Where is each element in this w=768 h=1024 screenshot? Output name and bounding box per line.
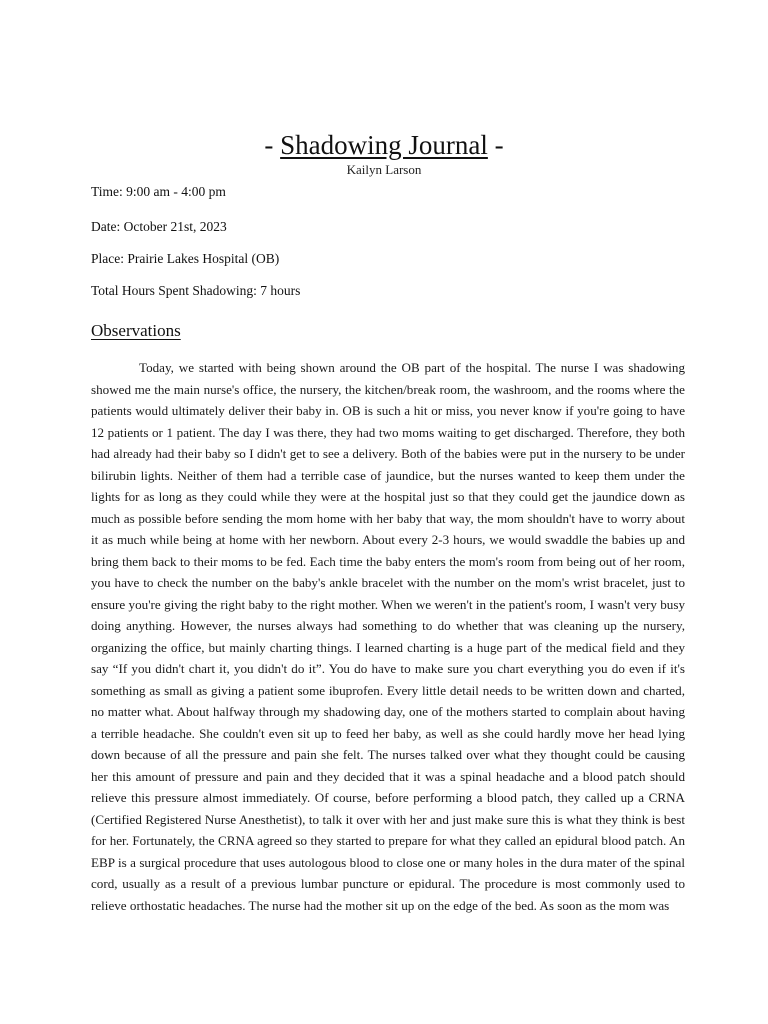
observations-paragraph: Today, we started with being shown around the OB part of the hospital. The nurse I was shadowing showed me the main nurse's office, the nursery, the kitchen/break room, the washroom, and the rooms where the patients would ultimately deliver their baby in. OB is such a hit or miss, you never know if you're going to have 12 patients or 1 patient. The day I was there, they had two moms waiting to get discharged. Therefore, they both had already had their baby so I didn't get to see a delivery. Both of the babies were put in the nursery to be under bilirubin lights. Neither of them had a terrible case of jaundice, but the nurses wanted to keep them under the lights for as long as they could while they were at the hospital just so that they could get the jaundice down as much as possible before sending the mom home with her baby that way, the mom shouldn't have to worry about it as much while being at home with her newborn. About every 2-3 hours, we would swaddle the babies up and bring them back to their moms to be fed. Each time the baby enters the mom's room from being out of her room, you have to check the number on the baby's ankle bracelet with the number on the mom's wrist bracelet, just to ensure you're giving the right baby to the right mother. When we weren't in the patient's room, I wasn't very busy doing anything. However, the nurses always had something to do whether that was cleaning up the nursery, organizing the office, but mainly charting things. I learned charting is a huge part of the medical field and they say “If you didn't chart it, you didn't do it”. You do have to make sure you chart everything you do even if it's something as small as giving a patient some ibuprofen. Every little detail needs to be written down and charted, no matter what. About halfway through my shadowing day, one of the mothers started to complain about having a terrible headache. She couldn't even sit up to feed her baby, as well as she could hardly move her head lying down because of all the pressure and pain she felt. The nurses talked over what they thought could be causing her this amount of pressure and pain and they decided that it was a spinal headache and a blood patch should relieve this pressure almost immediately. Of course, before performing a blood patch, they called up a CRNA (Certified Registered Nurse Anesthetist), to talk it over with her and just make sure this is what they think is best for her. Fortunately, the CRNA agreed so they started to prepare for what they called an epidural blood patch. An EBP is a surgical procedure that uses autologous blood to close one or many holes in the dura mater of the spinal cord, usually as a result of a previous lumbar puncture or epidural. The procedure is most commonly used to relieve orthostatic headaches. The nurse had the mother sit up on the edge of the bed. As soon as the mom was	[91, 360, 685, 913]
meta-place: Place: Prairie Lakes Hospital (OB)	[91, 251, 280, 266]
meta-hours: Total Hours Spent Shadowing: 7 hours	[91, 283, 301, 298]
meta-date: Date: October 21st, 2023	[91, 219, 227, 234]
meta-time: Time: 9:00 am - 4:00 pm	[91, 184, 226, 199]
document-title	[0, 128, 768, 162]
title-prefix: -	[264, 130, 281, 160]
title-text: Shadowing Journal	[280, 130, 488, 160]
title-suffix: -	[487, 130, 504, 160]
author-name: Kailyn Larson	[346, 162, 422, 177]
section-heading-observations: Observations	[91, 321, 181, 340]
